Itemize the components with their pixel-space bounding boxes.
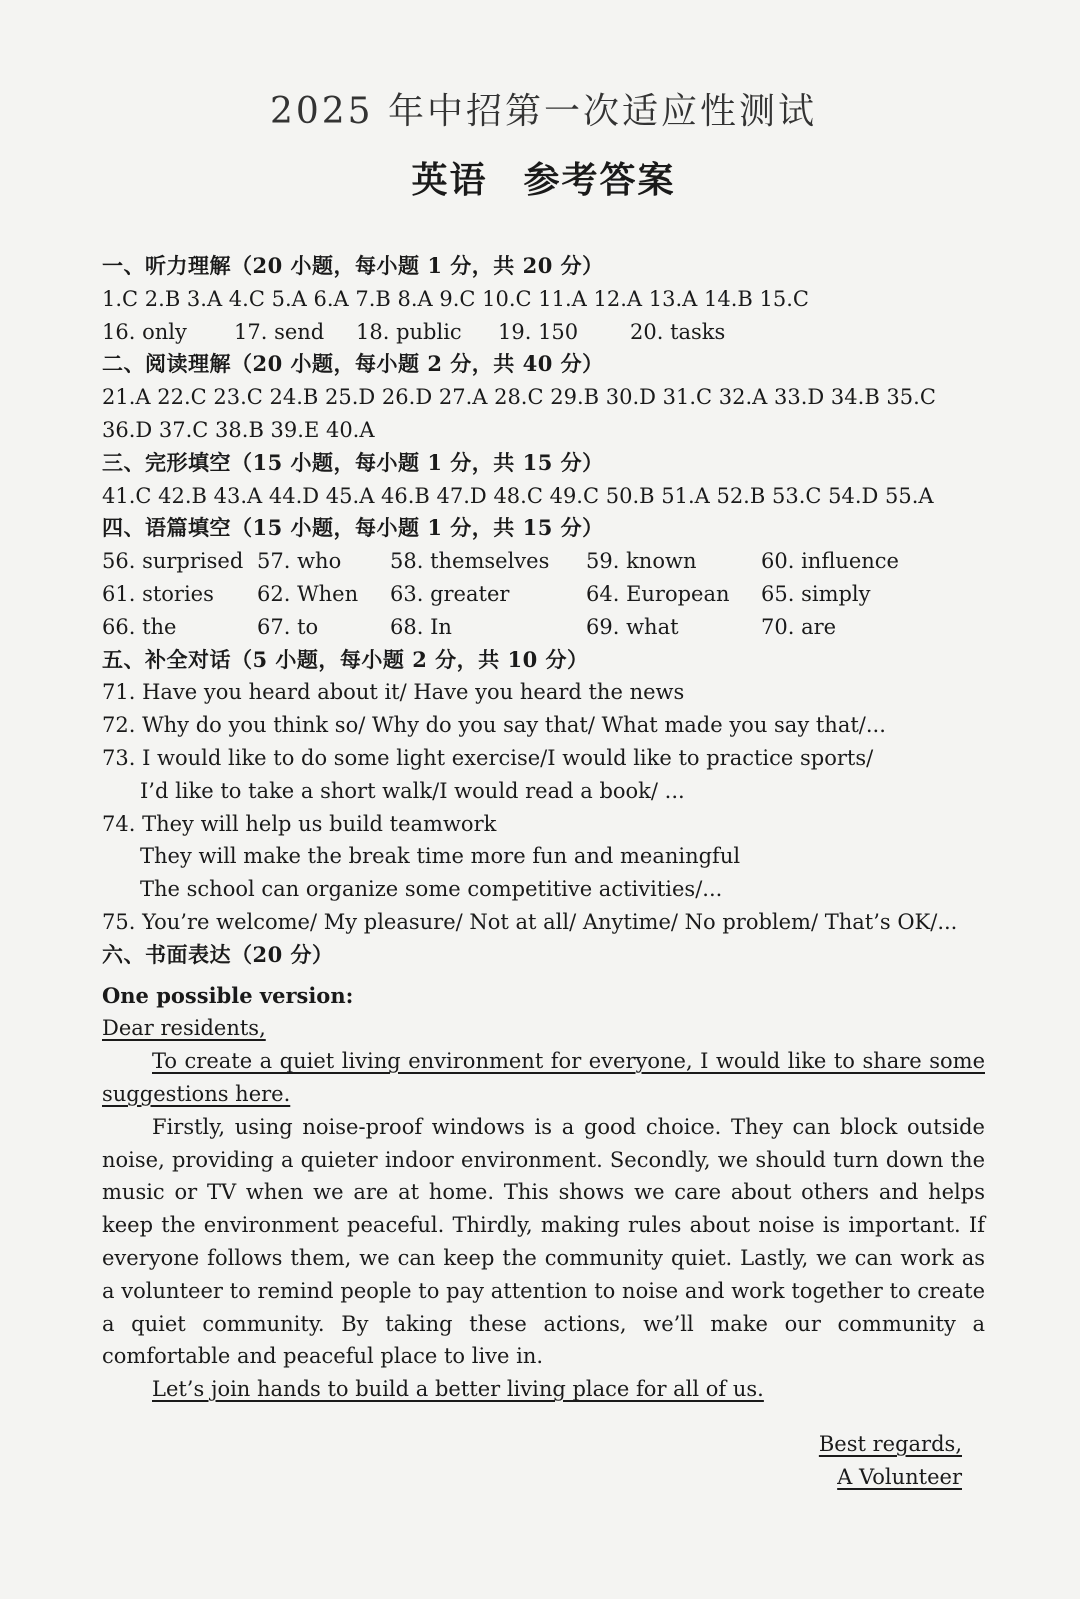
letter-closing (102, 1373, 985, 1406)
answer-64: 64. European (586, 581, 730, 606)
section-heading-listening: 一、听力理解（20 小题，每小题 1 分，共 20 分） (102, 253, 604, 278)
reading-answers-line1: 21.A 22.C 23.C 24.B 25.D 26.D 27.A 28.C 29.B 30.D 31.C 32.A 33.D 34.B 35.C (102, 385, 936, 410)
answer-62: 62. When (257, 581, 359, 606)
page-subtitle (102, 152, 985, 208)
signature-text: A Volunteer (837, 1465, 962, 1489)
sample-label: One possible version: (102, 982, 354, 1008)
subject-label: 英语 (411, 159, 488, 201)
passage-fill-row (102, 611, 985, 644)
answer-56: 56. surprised (102, 549, 244, 574)
letter-signoff (819, 1428, 962, 1494)
answer-17: 17. send (234, 319, 325, 344)
passage-fill-row (102, 578, 985, 611)
listening-fill-answers (102, 316, 985, 349)
answer-66: 66. the (102, 614, 177, 639)
answer-content (102, 250, 985, 1406)
answer-16: 16. only (102, 319, 187, 344)
answer-73-continued: I’d like to take a short walk/I would read a book/ ... (140, 778, 685, 803)
answer-70: 70. are (761, 614, 837, 639)
answer-20: 20. tasks (630, 319, 726, 344)
letter-greeting (102, 1012, 985, 1045)
answer-67: 67. to (257, 614, 319, 639)
answer-74-alt2: The school can organize some competitive activities/... (140, 877, 723, 902)
answer-69: 69. what (586, 614, 679, 639)
answer-61: 61. stories (102, 581, 214, 606)
answer-73: 73. I would like to do some light exercise/I would like to practice sports/ (102, 745, 874, 770)
answer-key-label: 参考答案 (523, 159, 676, 201)
answer-71: 71. Have you heard about it/ Have you heard the news (102, 680, 685, 705)
section-heading-dialogue: 五、补全对话（5 小题，每小题 2 分，共 10 分） (102, 646, 589, 672)
answer-58: 58. themselves (390, 549, 550, 574)
intro-text: To create a quiet living environment for everyone, I would like to share some suggestions here. (102, 1049, 985, 1106)
greeting-text: Dear residents, (102, 1016, 266, 1041)
answer-18: 18. public (356, 319, 462, 344)
regards-text: Best regards, (818, 1432, 962, 1456)
reading-answers-line2: 36.D 37.C 38.B 39.E 40.A (102, 417, 375, 442)
passage-fill-row (102, 545, 985, 578)
answer-59: 59. known (586, 549, 697, 574)
page-title: 2025 年中招第一次适应性测试 (269, 91, 818, 132)
section-heading-reading: 二、阅读理解（20 小题，每小题 2 分，共 40 分） (102, 351, 604, 377)
answer-19: 19. 150 (498, 319, 579, 344)
answer-57: 57. who (257, 549, 342, 574)
answer-74: 74. They will help us build teamwork (102, 811, 497, 836)
cloze-answers: 41.C 42.B 43.A 44.D 45.A 46.B 47.D 48.C 49.C 50.B 51.A 52.B 53.C 54.D 55.A (102, 483, 934, 508)
answer-65: 65. simply (761, 581, 871, 606)
section-heading-writing: 六、书面表达（20 分） (102, 941, 334, 967)
closing-text: Let’s join hands to build a better living place for all of us. (152, 1377, 764, 1402)
section-heading-passage-fill: 四、语篇填空（15 小题，每小题 1 分，共 15 分） (102, 515, 604, 541)
answer-75: 75. You’re welcome/ My pleasure/ Not at all/ Anytime/ No problem/ That’s OK/... (102, 909, 958, 934)
letter-intro (102, 1045, 985, 1111)
listening-mc-answers: 1.C 2.B 3.A 4.C 5.A 6.A 7.B 8.A 9.C 10.C 11.A 12.A 13.A 14.B 15.C (102, 286, 809, 311)
answer-72: 72. Why do you think so/ Why do you say that/ What made you say that/... (102, 713, 886, 738)
letter-body: Firstly, using noise-proof windows is a good choice. They can block outside noise, providing a quieter indoor environment. Secondly, we should turn down the music or TV when we are at home. This shows we care about others and helps keep the environment peaceful. Thirdly, making rules about noise is important. If everyone follows them, we can keep the community quiet. Lastly, we can work as a volunteer to remind people to pay attention to noise and work together to create a quiet community. By taking these actions, we’ll make our community a comfortable and peaceful place to live in. (102, 1114, 985, 1369)
section-heading-cloze: 三、完形填空（15 小题，每小题 1 分，共 15 分） (102, 449, 604, 475)
answer-74-alt1: They will make the break time more fun and meaningful (140, 844, 741, 869)
answer-60: 60. influence (761, 549, 899, 574)
answer-68: 68. In (390, 614, 452, 639)
answer-63: 63. greater (390, 581, 510, 606)
